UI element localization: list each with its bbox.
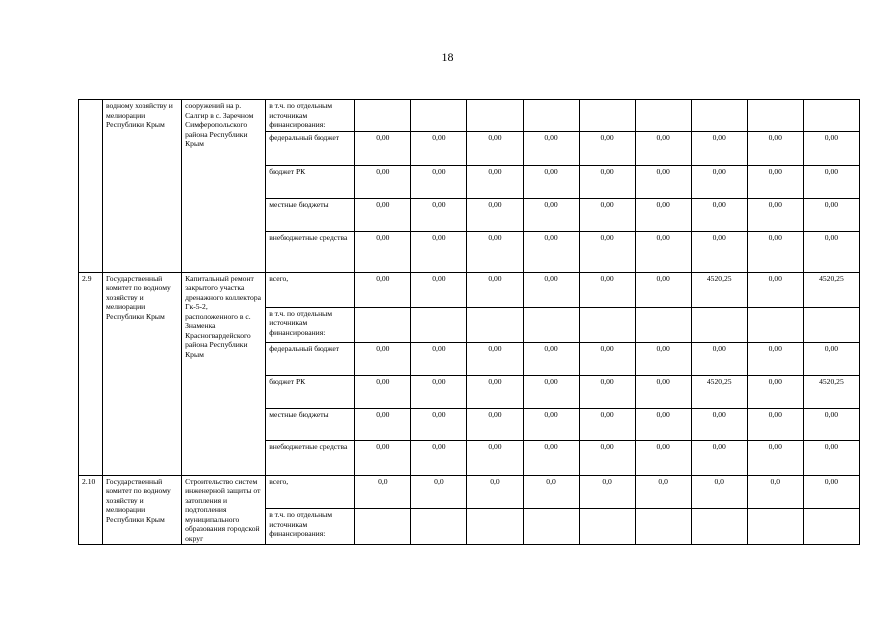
executor-cell: Государственный комитет по водному хозяйству и мелиорации Республики Крым [103, 475, 182, 545]
amount-cell: 0,00 [691, 408, 747, 440]
amount-cell: 0,00 [747, 231, 803, 272]
amount-cell: 0,00 [467, 198, 523, 231]
amount-cell [747, 100, 803, 132]
amount-cell: 0,00 [523, 272, 579, 307]
amount-cell: 0,00 [579, 408, 635, 440]
amount-cell: 0,00 [411, 342, 467, 375]
amount-cell: 0,00 [523, 408, 579, 440]
amount-cell: 0,00 [467, 440, 523, 475]
amount-cell: 0,00 [803, 165, 859, 198]
amount-cell: 0,00 [411, 231, 467, 272]
amount-cell: 0,00 [747, 342, 803, 375]
amount-cell: 0,00 [411, 165, 467, 198]
funding-source-cell: всего, [266, 272, 355, 307]
funding-source-cell: всего, [266, 475, 355, 509]
amount-cell [803, 509, 859, 545]
amount-cell: 0,00 [355, 272, 411, 307]
amount-cell: 0,00 [635, 131, 691, 165]
amount-cell: 0,00 [803, 131, 859, 165]
table-body [79, 100, 860, 545]
amount-cell [411, 307, 467, 342]
funding-source-cell: в т.ч. по отдельным источникам финансирования: [266, 509, 355, 545]
funding-source-cell: внебюджетные средства [266, 231, 355, 272]
amount-cell [523, 100, 579, 132]
amount-cell: 0,00 [467, 408, 523, 440]
amount-cell: 0,00 [523, 231, 579, 272]
amount-cell: 0,00 [803, 440, 859, 475]
amount-cell: 0,00 [579, 165, 635, 198]
measure-cell: Строительство систем инженерной защиты от затопления и подтопления муниципального образования городской округ [182, 475, 266, 545]
amount-cell: 0,00 [747, 408, 803, 440]
amount-cell: 0,00 [579, 272, 635, 307]
amount-cell: 0,00 [803, 198, 859, 231]
funding-source-cell: бюджет РК [266, 165, 355, 198]
amount-cell [467, 509, 523, 545]
amount-cell: 4520,25 [803, 375, 859, 408]
funding-source-cell: федеральный бюджет [266, 131, 355, 165]
amount-cell: 0,00 [579, 440, 635, 475]
funding-source-cell: в т.ч. по отдельным источникам финансирования: [266, 307, 355, 342]
item-number-cell [79, 100, 103, 273]
funding-source-cell: местные бюджеты [266, 198, 355, 231]
amount-cell: 0,00 [803, 231, 859, 272]
amount-cell: 0,00 [411, 408, 467, 440]
amount-cell: 0,00 [523, 440, 579, 475]
amount-cell: 0,00 [747, 375, 803, 408]
amount-cell: 0,0 [467, 475, 523, 509]
funding-source-cell: бюджет РК [266, 375, 355, 408]
amount-cell: 0,00 [579, 375, 635, 408]
amount-cell: 0,0 [635, 475, 691, 509]
amount-cell: 0,00 [635, 440, 691, 475]
amount-cell [691, 100, 747, 132]
amount-cell: 0,00 [467, 272, 523, 307]
amount-cell: 0,00 [467, 342, 523, 375]
amount-cell: 0,00 [635, 198, 691, 231]
amount-cell: 0,00 [355, 231, 411, 272]
amount-cell: 0,00 [635, 342, 691, 375]
amount-cell: 0,00 [411, 272, 467, 307]
amount-cell: 0,00 [523, 131, 579, 165]
amount-cell [355, 100, 411, 132]
amount-cell: 0,00 [523, 375, 579, 408]
page-number: 18 [441, 50, 454, 64]
amount-cell: 0,00 [411, 375, 467, 408]
amount-cell: 4520,25 [803, 272, 859, 307]
amount-cell: 0,00 [355, 375, 411, 408]
amount-cell [579, 509, 635, 545]
amount-cell: 0,0 [579, 475, 635, 509]
amount-cell: 0,00 [355, 440, 411, 475]
amount-cell [691, 307, 747, 342]
amount-cell: 0,00 [747, 131, 803, 165]
amount-cell [355, 509, 411, 545]
funding-source-cell: в т.ч. по отдельным источникам финансирования: [266, 100, 355, 132]
amount-cell [523, 307, 579, 342]
amount-cell [635, 509, 691, 545]
table-row [79, 475, 860, 509]
amount-cell: 0,00 [355, 408, 411, 440]
amount-cell: 0,00 [747, 272, 803, 307]
funding-source-cell: местные бюджеты [266, 408, 355, 440]
item-number-cell: 2.9 [79, 272, 103, 475]
table-row [79, 100, 860, 132]
amount-cell: 0,00 [523, 342, 579, 375]
amount-cell: 0,00 [523, 165, 579, 198]
amount-cell: 0,00 [691, 440, 747, 475]
amount-cell: 0,00 [635, 375, 691, 408]
amount-cell: 0,00 [635, 272, 691, 307]
item-number-cell: 2.10 [79, 475, 103, 545]
amount-cell: 0,0 [523, 475, 579, 509]
amount-cell: 0,0 [355, 475, 411, 509]
amount-cell: 0,00 [467, 165, 523, 198]
funding-source-cell: внебюджетные средства [266, 440, 355, 475]
amount-cell: 0,00 [355, 131, 411, 165]
amount-cell: 0,00 [579, 231, 635, 272]
amount-cell [467, 100, 523, 132]
amount-cell: 0,00 [803, 342, 859, 375]
amount-cell: 0,00 [691, 198, 747, 231]
measure-cell: сооружений на р. Салгир в с. Заречном Симферопольского района Республики Крым [182, 100, 266, 273]
amount-cell: 0,0 [691, 475, 747, 509]
amount-cell [411, 509, 467, 545]
amount-cell: 0,00 [691, 165, 747, 198]
funding-table [78, 99, 860, 545]
amount-cell: 4520,25 [691, 272, 747, 307]
amount-cell [747, 307, 803, 342]
amount-cell: 0,00 [523, 198, 579, 231]
amount-cell: 0,00 [803, 408, 859, 440]
amount-cell: 0,00 [355, 165, 411, 198]
amount-cell [355, 307, 411, 342]
amount-cell: 0,00 [747, 440, 803, 475]
amount-cell [635, 307, 691, 342]
amount-cell: 0,00 [411, 131, 467, 165]
amount-cell: 0,00 [747, 165, 803, 198]
amount-cell: 0,00 [635, 165, 691, 198]
executor-cell: Государственный комитет по водному хозяйству и мелиорации Республики Крым [103, 272, 182, 475]
amount-cell: 0,00 [691, 131, 747, 165]
amount-cell: 0,00 [579, 342, 635, 375]
amount-cell: 0,00 [635, 408, 691, 440]
amount-cell: 0,00 [355, 198, 411, 231]
amount-cell: 0,00 [467, 231, 523, 272]
amount-cell: 0,00 [579, 131, 635, 165]
executor-cell: водному хозяйству и мелиорации Республики Крым [103, 100, 182, 273]
amount-cell: 4520,25 [691, 375, 747, 408]
amount-cell [803, 307, 859, 342]
amount-cell [747, 509, 803, 545]
amount-cell: 0,0 [411, 475, 467, 509]
measure-cell: Капитальный ремонт закрытого участка дренажного коллектора Гк-5-2, расположенного в с. Знаменка Красногвардейского района Республики Крым [182, 272, 266, 475]
funding-source-cell: федеральный бюджет [266, 342, 355, 375]
amount-cell: 0,00 [467, 131, 523, 165]
amount-cell [467, 307, 523, 342]
amount-cell: 0,00 [803, 475, 859, 509]
amount-cell: 0,00 [691, 231, 747, 272]
amount-cell [579, 100, 635, 132]
amount-cell: 0,0 [747, 475, 803, 509]
amount-cell: 0,00 [691, 342, 747, 375]
amount-cell [635, 100, 691, 132]
amount-cell [803, 100, 859, 132]
amount-cell: 0,00 [579, 198, 635, 231]
amount-cell [691, 509, 747, 545]
amount-cell [579, 307, 635, 342]
amount-cell: 0,00 [467, 375, 523, 408]
amount-cell [523, 509, 579, 545]
amount-cell: 0,00 [635, 231, 691, 272]
amount-cell: 0,00 [411, 198, 467, 231]
table-row [79, 272, 860, 307]
amount-cell: 0,00 [355, 342, 411, 375]
amount-cell: 0,00 [747, 198, 803, 231]
amount-cell [411, 100, 467, 132]
amount-cell: 0,00 [411, 440, 467, 475]
